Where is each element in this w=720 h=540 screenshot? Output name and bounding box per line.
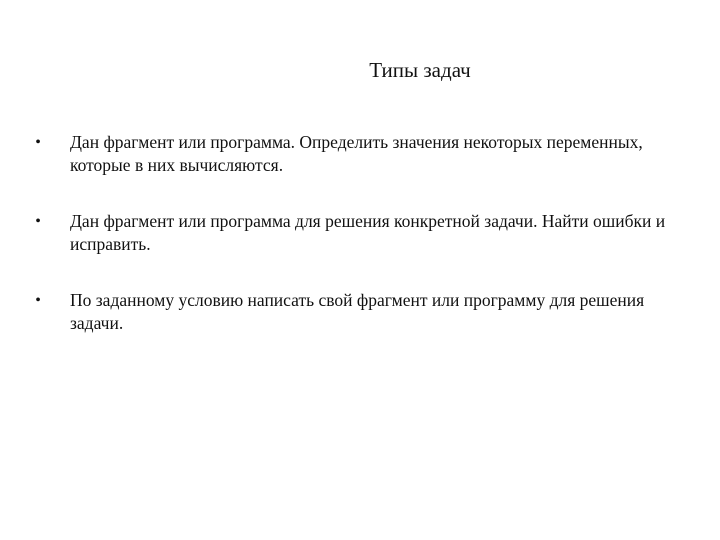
list-item-text: По заданному условию написать свой фрагмент или программу для решения задачи. bbox=[70, 290, 645, 333]
slide-title-text: Типы задач bbox=[369, 58, 471, 82]
slide-title bbox=[0, 56, 720, 84]
list-item bbox=[28, 131, 678, 177]
list-item bbox=[28, 210, 678, 256]
bullet-icon: • bbox=[35, 134, 41, 151]
list-item bbox=[28, 289, 678, 335]
task-type-list bbox=[28, 131, 678, 368]
bullet-icon: • bbox=[35, 292, 41, 309]
list-item-text: Дан фрагмент или программа. Определить значения некоторых переменных, которые в них вычисляются. bbox=[70, 132, 643, 175]
bullet-icon: • bbox=[35, 213, 41, 230]
list-item-text: Дан фрагмент или программа для решения конкретной задачи. Найти ошибки и исправить. bbox=[70, 211, 666, 254]
